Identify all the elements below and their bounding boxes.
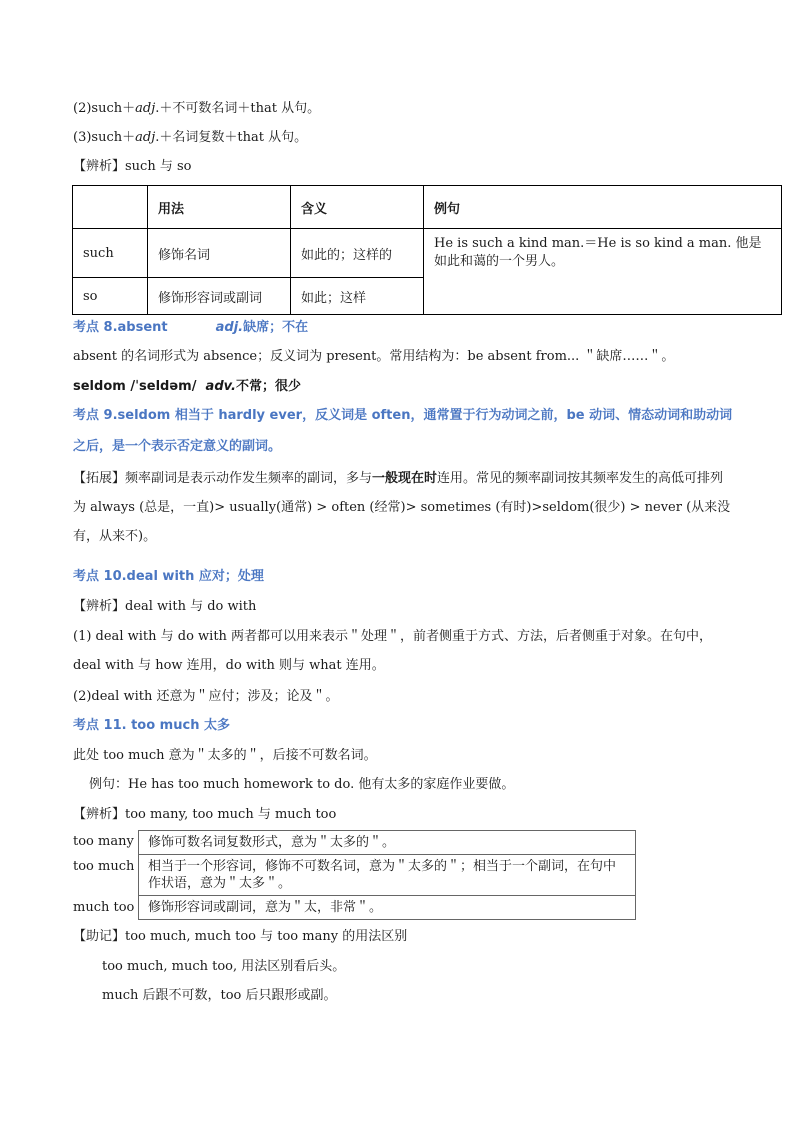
cell-word: so — [73, 278, 148, 315]
zhuji-heading: 【助记】too much, much too 与 too many 的用法区别 — [73, 929, 408, 944]
cell-usage: 修饰形容词或副词 — [148, 278, 291, 315]
cell-usage: 修饰名词 — [148, 229, 291, 278]
kaodian-10-heading: 考点 10.deal with 应对；处理 — [73, 569, 264, 584]
table-header-row — [73, 186, 782, 229]
t2-label-too-many: too many — [73, 834, 134, 849]
t2-label-too-much: too much — [73, 859, 135, 874]
header-cell-meaning: 含义 — [291, 186, 424, 229]
kaodian-9-line1: 考点 9.seldom 相当于 hardly ever，反义词是 often，通常置于行为动词之前，be 动词、情态动词和助动词 — [73, 408, 733, 423]
bianxi-such-so: 【辨析】such 与 so — [73, 159, 192, 174]
kaodian-8-heading: 考点 8.absent adj.缺席；不在 — [73, 320, 309, 335]
kaodian-9-line2: 之后，是一个表示否定意义的副词。 — [73, 439, 282, 454]
cell-meaning: 如此的；这样的 — [291, 229, 424, 278]
seldom-entry: seldom /ˈseldəm/ adv.不常；很少 — [73, 379, 301, 394]
absent-explanation: absent 的名词形式为 absence；反义词为 present。常用结构为：be absent from... ＂缺席……＂。 — [73, 349, 675, 364]
too-many-much-table — [138, 830, 636, 920]
t2-row-much-too: 修饰形容词或副词，意为＂太，非常＂。 — [148, 900, 383, 915]
cell-word: such — [73, 229, 148, 278]
dealwith-paragraph-1: (1) deal with 与 do with 两者都可以用来表示＂处理＂，前者侧重于方式、方法，后者侧重于对象。在句中，deal with 与 how 连用，do with 则与 what 连用。 — [73, 629, 713, 673]
cell-example: He is such a kind man.＝He is so kind a man. 他是如此和蔼的一个男人。 — [424, 229, 782, 315]
zhuji-line-2: too much, much too, 用法区别看后头。 — [102, 959, 346, 974]
toomuch-explanation: 此处 too much 意为＂太多的＂，后接不可数名词。 — [73, 748, 377, 763]
tuozhan-paragraph: 【拓展】频率副词是表示动作发生频率的副词，多与一般现在时连用。常见的频率副词按其频率发生的高低可排列为 always (总是，一直)> usually(通常) > often (经常)> sometimes (有时)>seldom(很少) > never (从来没有，从来不)。 — [73, 471, 731, 544]
header-cell-empty — [73, 186, 148, 229]
t2-label-much-too: much too — [73, 900, 135, 915]
such-so-table — [72, 185, 782, 315]
header-cell-usage: 用法 — [148, 186, 291, 229]
zhuji-line-3: much 后跟不可数，too 后只跟形或副。 — [102, 988, 337, 1003]
t2-row-too-much: 相当于一个形容词，修饰不可数名词，意为＂太多的＂；相当于一个副词，在句中作状语，意为＂太多＂。 — [139, 855, 635, 896]
kaodian-11-heading: 考点 11. too much 太多 — [73, 718, 230, 733]
rule-such-uncountable: (2)such＋adj.＋不可数名词＋that 从句。 — [73, 101, 321, 116]
bianxi-dealwith: 【辨析】deal with 与 do with — [73, 599, 257, 614]
rule-such-plural: (3)such＋adj.＋名词复数＋that 从句。 — [73, 130, 308, 145]
bianxi-toomany: 【辨析】too many, too much 与 much too — [73, 807, 337, 822]
header-cell-example: 例句 — [424, 186, 782, 229]
t2-row-too-many: 修饰可数名词复数形式，意为＂太多的＂。 — [139, 831, 635, 855]
toomuch-example: 例句：He has too much homework to do. 他有太多的家庭作业要做。 — [89, 777, 515, 792]
cell-meaning: 如此；这样 — [291, 278, 424, 315]
table-row-such — [73, 229, 782, 278]
dealwith-paragraph-2: (2)deal with 还意为＂应付；涉及；论及＂。 — [73, 689, 339, 704]
